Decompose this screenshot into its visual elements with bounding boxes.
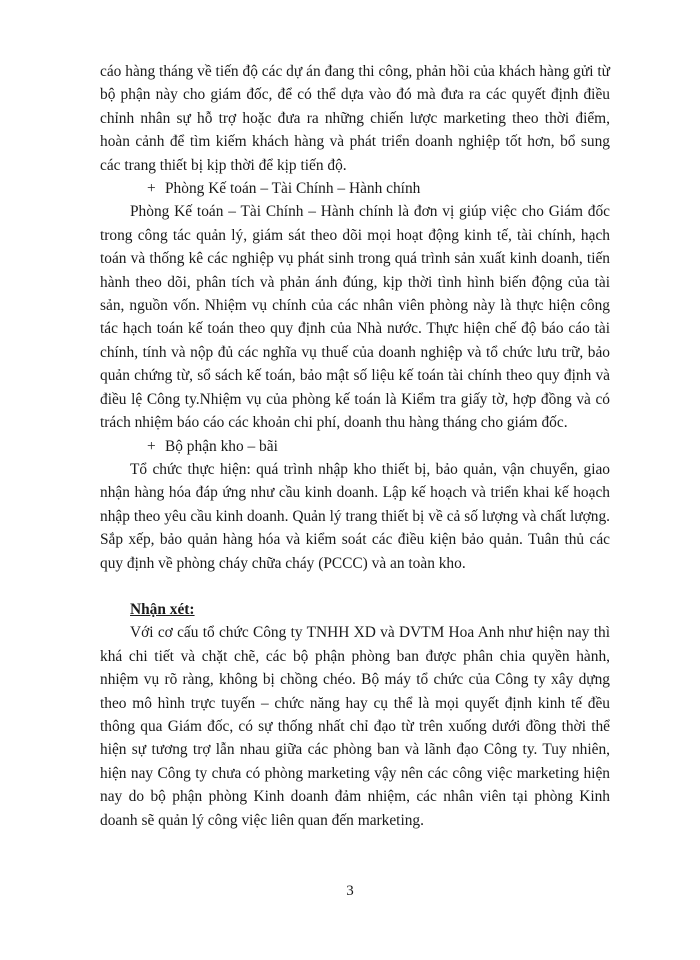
bullet-warehouse-label: Bộ phận kho – bãi [165, 437, 278, 455]
paragraph-remarks: Với cơ cấu tổ chức Công ty TNHH XD và DVTM Hoa Anh như hiện nay thì khá chi tiết và chặt chẽ, các bộ phận phòng ban được phân chia quyền hành, nhiệm vụ rõ ràng, không bị chồng chéo. Bộ máy tổ chức của Công ty xây dựng theo mô hình trực tuyến – chức năng hay cụ thể là mọi quyết định kinh tế đều thông qua Giám đốc, có sự thống nhất chỉ đạo từ trên xuống dưới đồng thời thể hiện sự tương trợ lẫn nhau giữa các phòng ban và lãnh đạo Công ty. Tuy nhiên, hiện nay Công ty chưa có phòng marketing vậy nên các công việc marketing hiện nay do bộ phận phòng Kinh doanh đảm nhiệm, các nhân viên tại phòng Kinh doanh sẽ quản lý công việc liên quan đến marketing. [100, 624, 610, 829]
section-heading-remarks: Nhận xét: [130, 600, 195, 618]
bullet-mark: + [147, 180, 156, 198]
bullet-mark: + [147, 437, 156, 455]
paragraph-warehouse: Tổ chức thực hiện: quá trình nhập kho thiết bị, bảo quản, vận chuyển, giao nhận hàng hóa đáp ứng như cầu kinh doanh. Lập kế hoạch và triển khai kế hoạch nhập theo yêu cầu kinh doanh. Quản lý trang thiết bị về cả số lượng và chất lượng. Sắp xếp, bảo quản hàng hóa và kiểm soát các điều kiện bảo quản. Tuân thủ các quy định về phòng cháy chữa cháy (PCCC) và an toàn kho. [100, 460, 610, 572]
paragraph-report-continuation: cáo hàng tháng về tiến độ các dự án đang thi công, phản hồi của khách hàng gửi từ bộ phận này cho giám đốc, để có thể dựa vào đó mà đưa ra các quyết định điều chỉnh nhân sự hỗ trợ hoặc đưa ra những chiến lược marketing theo thời điểm, hoàn cảnh để tìm kiếm khách hàng và phát triển doanh nghiệp tốt hơn, bổ sung các trang thiết bị kịp thời để kịp tiến độ. [100, 63, 610, 174]
paragraph-accounting: Phòng Kế toán – Tài Chính – Hành chính là đơn vị giúp việc cho Giám đốc trong công tác quản lý, giám sát theo dõi mọi hoạt động kinh tế, tài chính, hạch toán và thống kê các nghiệp vụ phát sinh trong quá trình sản xuất kinh doanh, tiến hành theo dõi, phân tích và phản ánh đúng, kịp thời tình hình biến động của tài sản, nguồn vốn. Nhiệm vụ chính của các nhân viên phòng này là thực hiện công tác hạch toán kế toán theo quy định của Nhà nước. Thực hiện chế độ báo cáo tài chính, tính và nộp đủ các nghĩa vụ thuế của doanh nghiệp và tổ chức lưu trữ, bảo quản chứng từ, sổ sách kế toán, bảo mật số liệu kế toán tài chính theo quy định và điều lệ Công ty.Nhiệm vụ của phòng kế toán là Kiểm tra giấy tờ, hợp đồng và có trách nhiệm báo cáo các khoản chi phí, doanh thu hàng tháng cho giám đốc. [100, 203, 610, 432]
bullet-accounting-dept [100, 177, 610, 200]
bullet-warehouse [100, 435, 610, 458]
document-page [100, 60, 610, 832]
spacer [100, 575, 610, 598]
page-number: 3 [346, 883, 354, 899]
bullet-accounting-label: Phòng Kế toán – Tài Chính – Hành chính [165, 180, 421, 198]
